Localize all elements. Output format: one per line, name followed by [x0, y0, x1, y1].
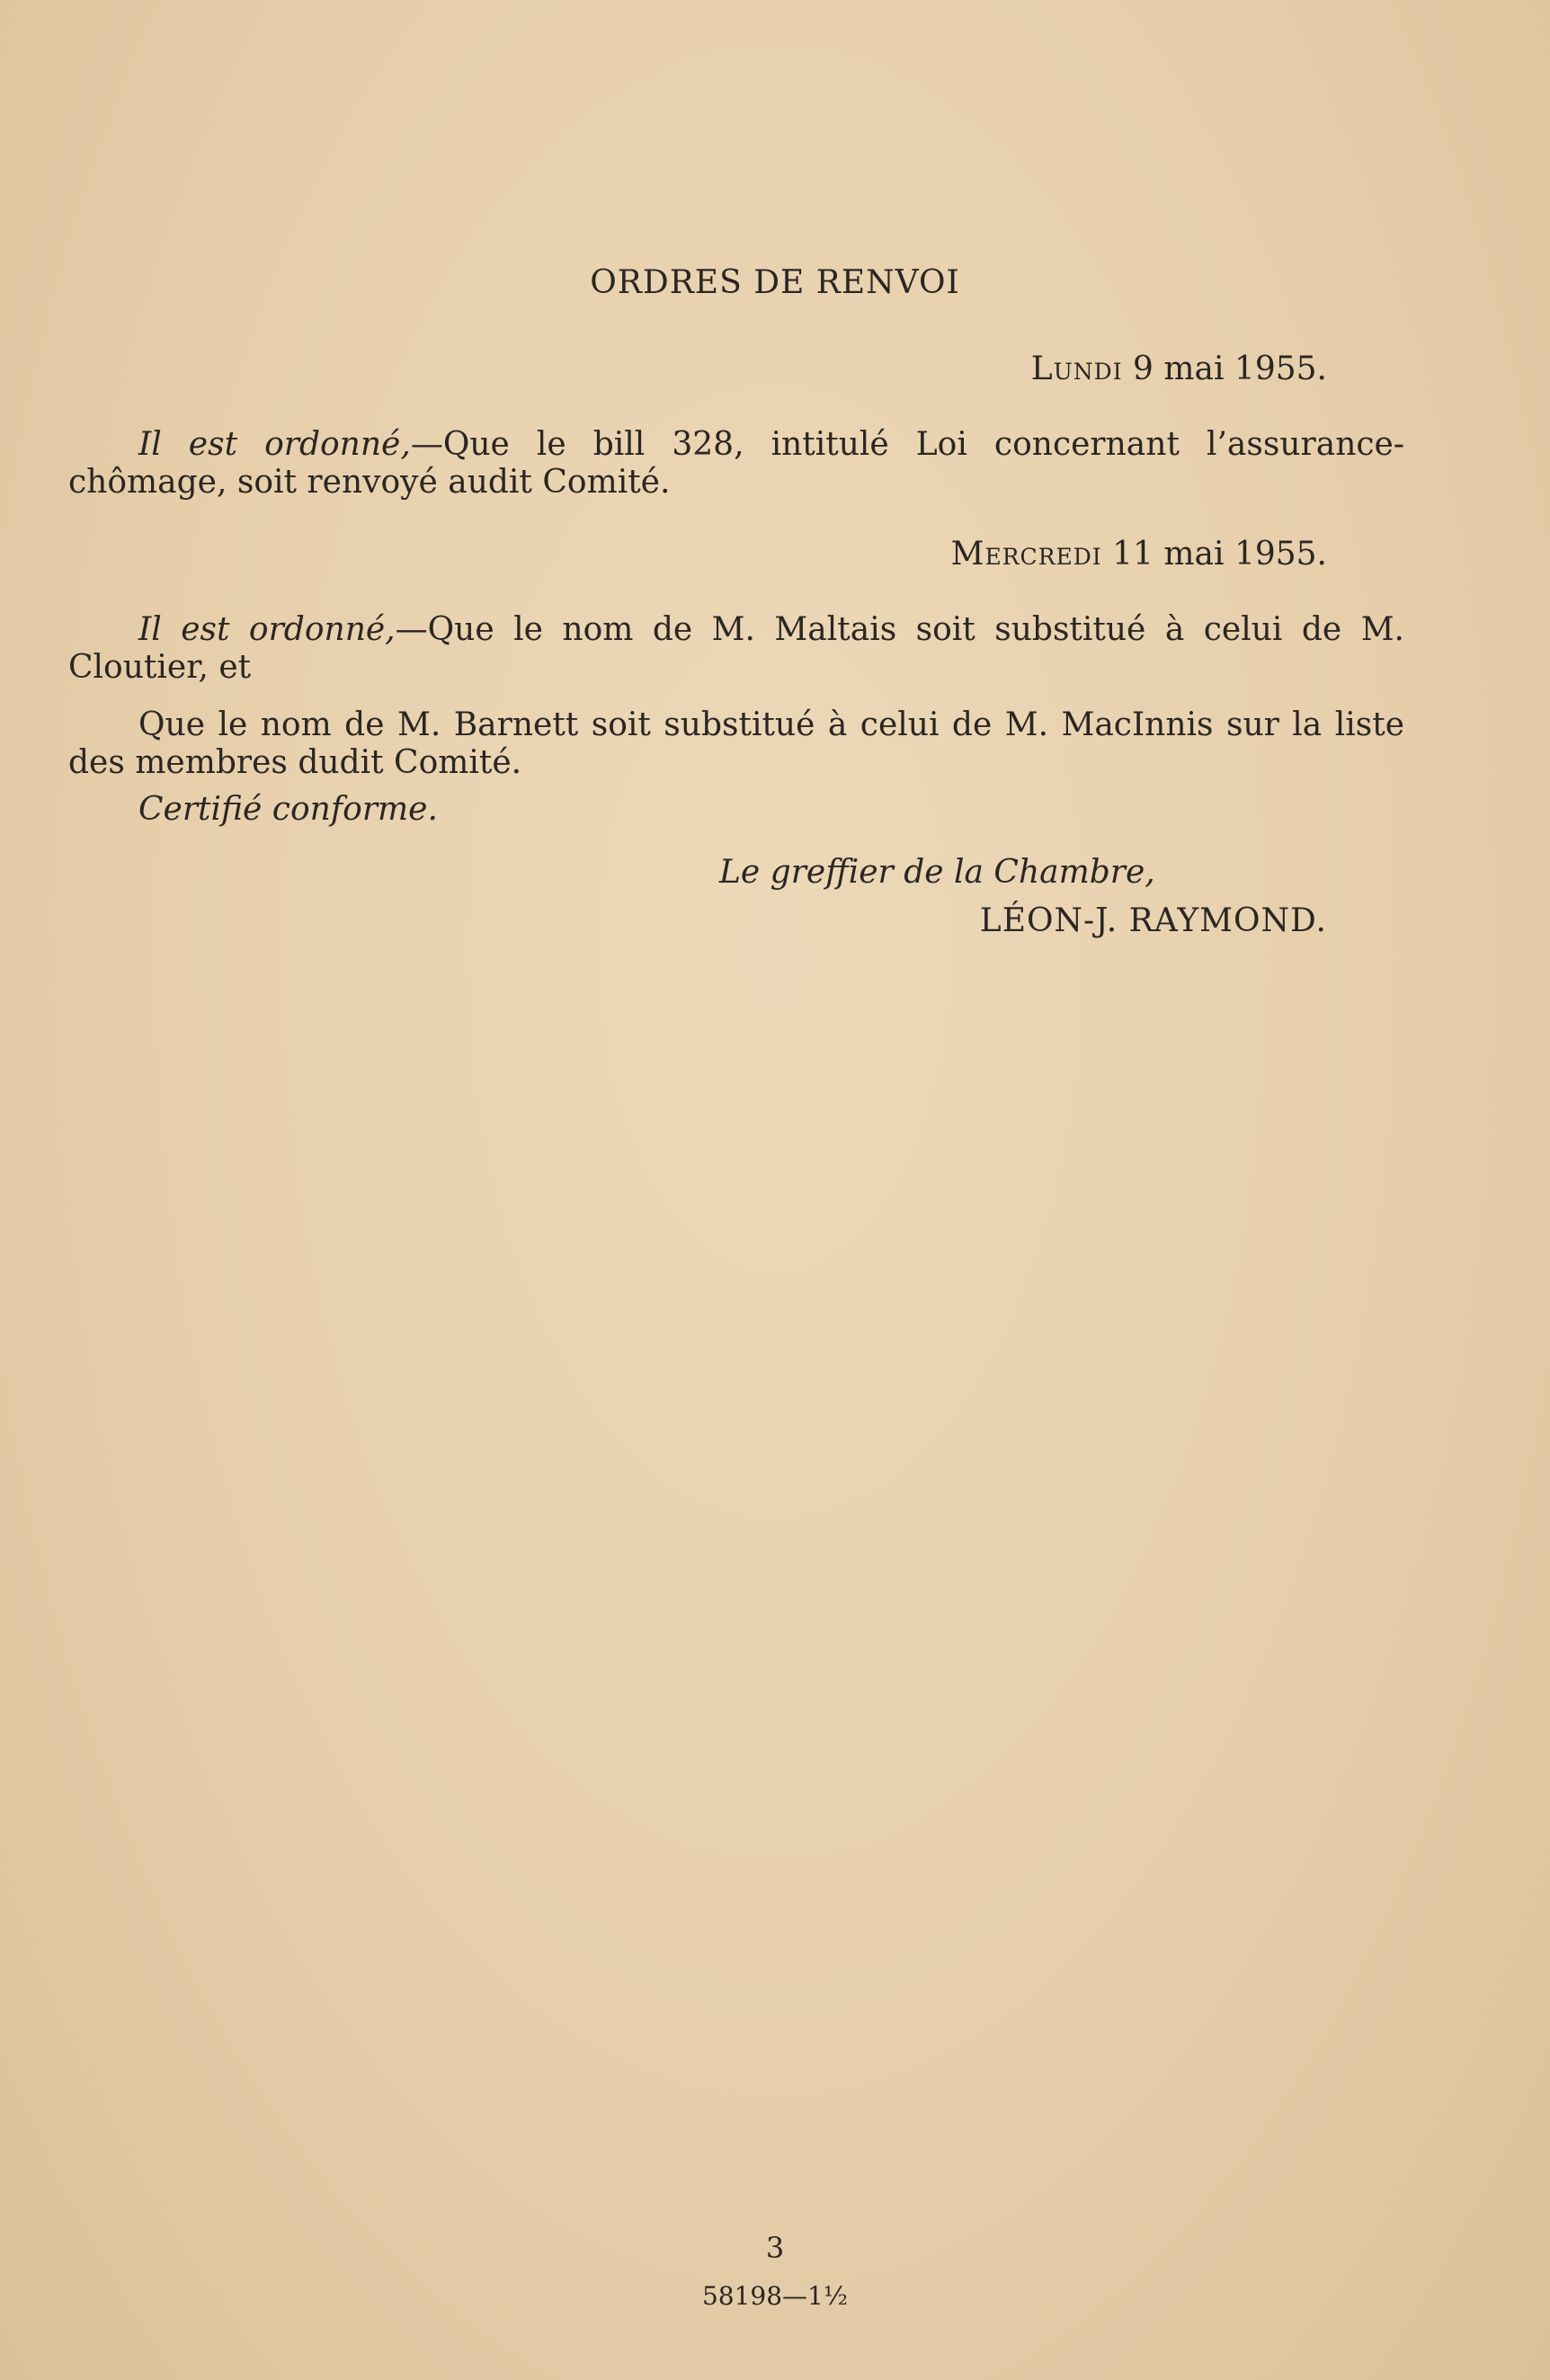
folio-number: 58198—1½ — [701, 2281, 849, 2311]
date-line-wednesday — [951, 536, 1327, 573]
order-lead: Il est ordonné, — [138, 426, 411, 463]
order-text: —Que le nom de M. Maltais soit substitué à celui de M. Cloutier, et — [68, 611, 1405, 686]
order-text: Que le nom de M. Barnett soit substitué à celui de M. MacInnis sur la liste des membres dudit Comité. — [68, 706, 1404, 781]
date-line-monday — [1031, 351, 1327, 388]
signature-name: LÉON-J. RAYMOND. — [979, 902, 1327, 939]
order-paragraph-bill — [68, 426, 1404, 502]
certification-text: Certifié conforme. — [138, 791, 438, 828]
order-paragraph-barnett — [68, 706, 1404, 782]
date-text: 11 mai 1955. — [1101, 536, 1327, 573]
order-lead: Il est ordonné, — [138, 611, 396, 648]
page-title: ORDRES DE RENVOI — [590, 264, 960, 301]
date-text: 9 mai 1955. — [1122, 351, 1327, 387]
signature-role: Le greffier de la Chambre, — [719, 854, 1155, 891]
weekday-label: Mercredi — [950, 536, 1102, 573]
order-text: —Que le bill 328, intitulé Loi concernant l’assurance-chômage, soit renvoyé audit Comité. — [68, 426, 1405, 501]
page-number: 3 — [765, 2231, 785, 2265]
weekday-label: Lundi — [1030, 351, 1123, 387]
order-paragraph-maltais — [68, 611, 1404, 687]
